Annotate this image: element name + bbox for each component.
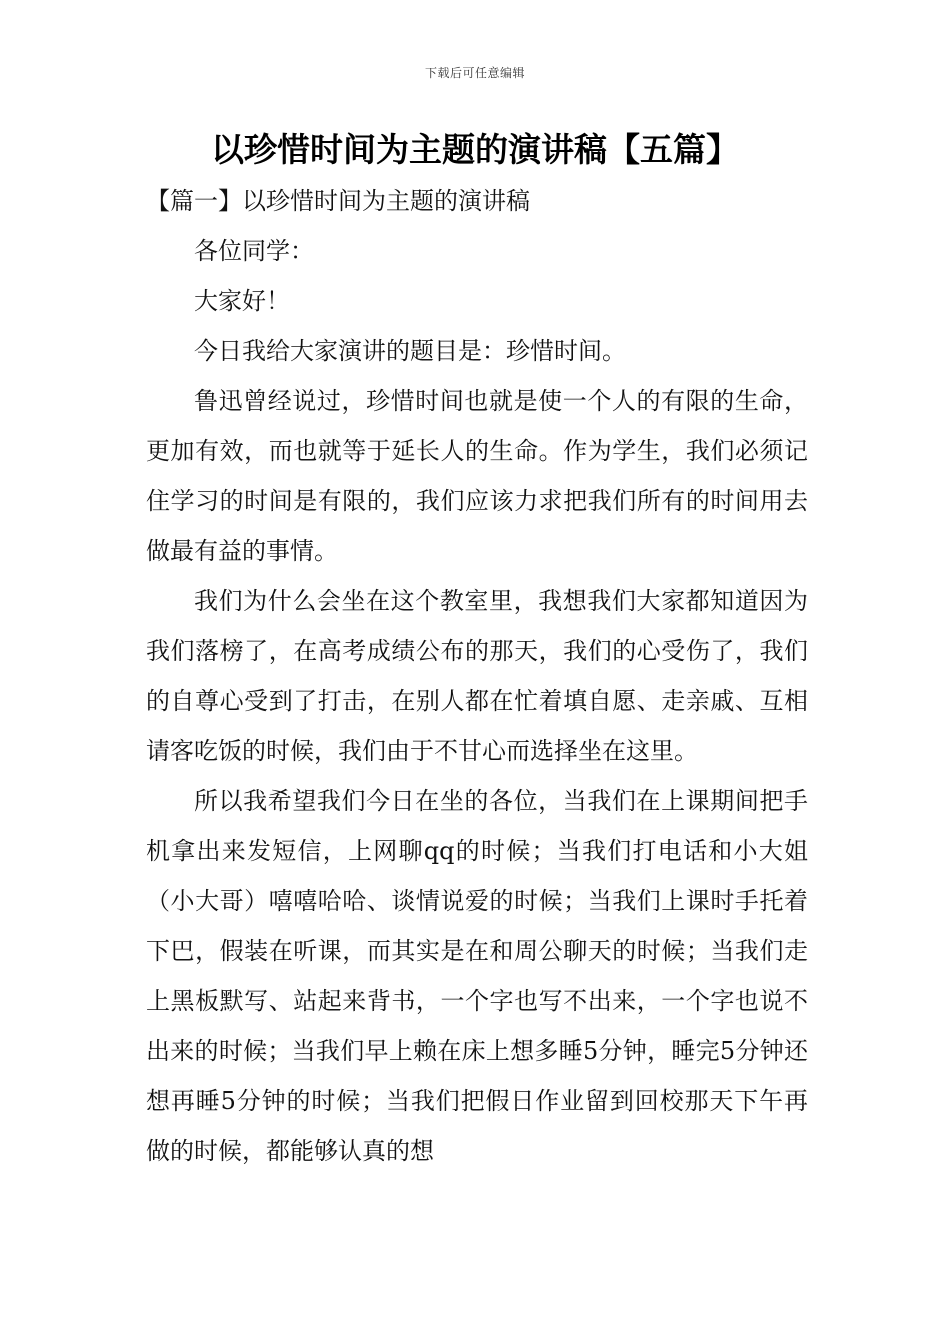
paragraph-hello: 大家好！ bbox=[194, 287, 290, 315]
paragraph-greeting: 各位同学： bbox=[194, 237, 314, 265]
section-heading: 【篇一】以珍惜时间为主题的演讲稿 bbox=[146, 187, 530, 215]
paragraph-hope: 所以我希望我们今日在坐的各位，当我们在上课期间把手机拿出来发短信，上网聊qq的时候；当我们打电话和小大姐（小大哥）嘻嘻哈哈、谈情说爱的时候；当我们上课时手托着下巴，假装在听课，而其实是在和周公聊天的时候；当我们走上黑板默写、站起来背书，一个字也写不出来，一个字也说不出来的时候；当我们早上赖在床上想多睡5分钟，睡完5分钟还想再睡5分钟的时候；当我们把假日作业留到回校那天下午再做的时候，都能够认真的想 bbox=[146, 787, 808, 1165]
page-header-note: 下载后可任意编辑 bbox=[424, 66, 525, 80]
document-body bbox=[146, 176, 808, 1176]
paragraph-lu-xun-quote: 鲁迅曾经说过，珍惜时间也就是使一个人的有限的生命，更加有效，而也就等于延长人的生命。作为学生，我们必须记住学习的时间是有限的，我们应该力求把我们所有的时间用去做最有益的事情。 bbox=[146, 387, 808, 565]
paragraph-topic: 今日我给大家演讲的题目是：珍惜时间。 bbox=[194, 337, 626, 365]
paragraph-why-here: 我们为什么会坐在这个教室里，我想我们大家都知道因为我们落榜了，在高考成绩公布的那天，我们的心受伤了，我们的自尊心受到了打击，在别人都在忙着填自愿、走亲戚、互相请客吃饭的时候，我们由于不甘心而选择坐在这里。 bbox=[146, 587, 808, 765]
document-title: 以珍惜时间为主题的演讲稿【五篇】 bbox=[211, 130, 739, 169]
